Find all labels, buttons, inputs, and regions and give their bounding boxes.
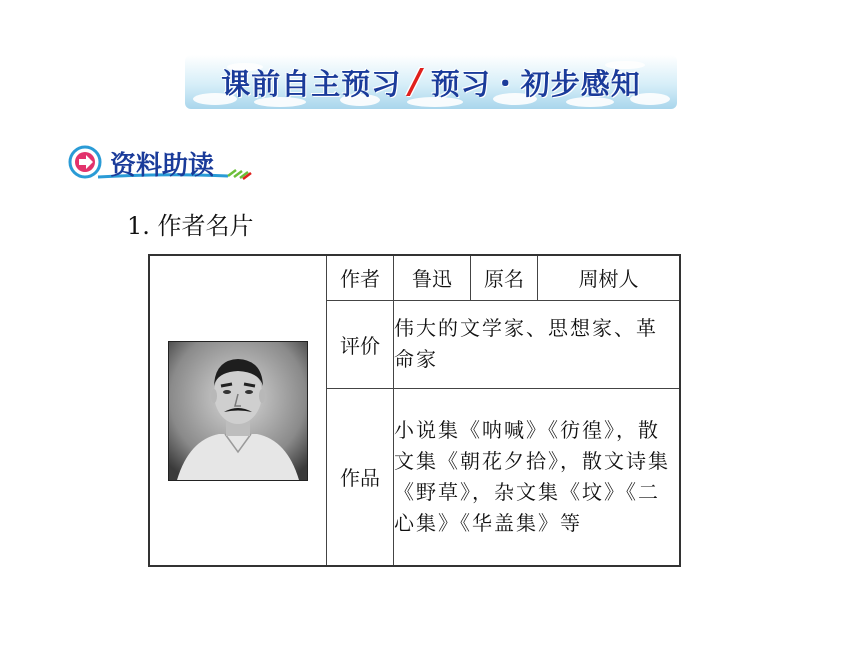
subtitle: 1. 作者名片 <box>127 212 254 240</box>
photo-cell <box>149 255 327 566</box>
works-label: 作品 <box>327 388 394 566</box>
table-row <box>149 255 680 300</box>
banner-title-right: 预习・初步感知 <box>430 66 641 101</box>
original-name-value: 周树人 <box>538 255 681 300</box>
works-value: 小说集《呐喊》《彷徨》，散文集《朝花夕拾》，散文诗集《野草》，杂文集《坟》《二心集》《华盖集》等 <box>394 388 681 566</box>
banner-title <box>185 60 677 104</box>
original-name-label: 原名 <box>471 255 538 300</box>
banner-slash: / <box>409 62 423 102</box>
author-portrait <box>168 341 308 481</box>
header-banner <box>185 55 677 109</box>
evaluation-value: 伟大的文学家、思想家、革命家 <box>394 300 681 388</box>
evaluation-label: 评价 <box>327 300 394 388</box>
section-title: 资料助读 <box>110 151 215 181</box>
author-value: 鲁迅 <box>394 255 471 300</box>
banner-title-left: 课前自主预习 <box>221 66 402 101</box>
author-label: 作者 <box>327 255 394 300</box>
author-card-table <box>148 254 681 567</box>
section-header <box>68 143 268 183</box>
